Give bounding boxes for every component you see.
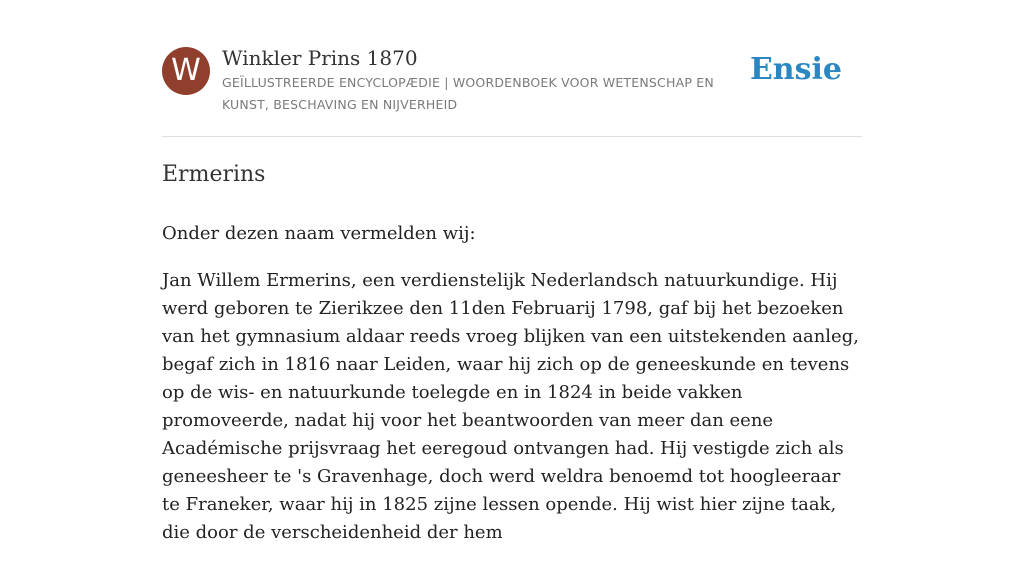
source-header	[162, 44, 862, 137]
source-title[interactable]: Winkler Prins 1870	[222, 46, 418, 70]
source-avatar[interactable]: W	[162, 47, 210, 95]
entry-title: Ermerins	[162, 162, 266, 187]
article-paragraph: Onder dezen naam vermelden wij:	[162, 223, 476, 244]
source-subtitle: GEÏLLUSTREERDE ENCYCLOPÆDIE | WOORDENBOEK VOOR WETENSCHAP EN KUNST, BESCHAVING EN NIJVERHEID	[222, 75, 714, 112]
article-paragraph: Jan Willem Ermerins, een verdienstelijk Nederlandsch natuurkundige. Hij werd geboren te Zierikzee den 11den Februarij 1798, gaf bij het bezoeken van het gymnasium aldaar reeds vroeg blijken van een uitstekenden aanleg, begaf zich in 1816 naar Leiden, waar hij zich op de geneeskunde en tevens op de wis- en natuurkunde toelegde en in 1824 in beide vakken promoveerde, nadat hij voor het beantwoorden van meer dan eene Académische prijsvraag het eeregoud ontvangen had. Hij vestigde zich als geneesheer te 's Gravenhage, doch werd weldra benoemd tot hoogleeraar te Franeker, waar hij in 1825 zijne lessen opende. Hij wist hier zijne taak, die door de verscheidenheid der hem	[162, 270, 859, 543]
ensie-logo-link[interactable]: Ensie	[749, 52, 842, 87]
article-content	[162, 158, 862, 566]
